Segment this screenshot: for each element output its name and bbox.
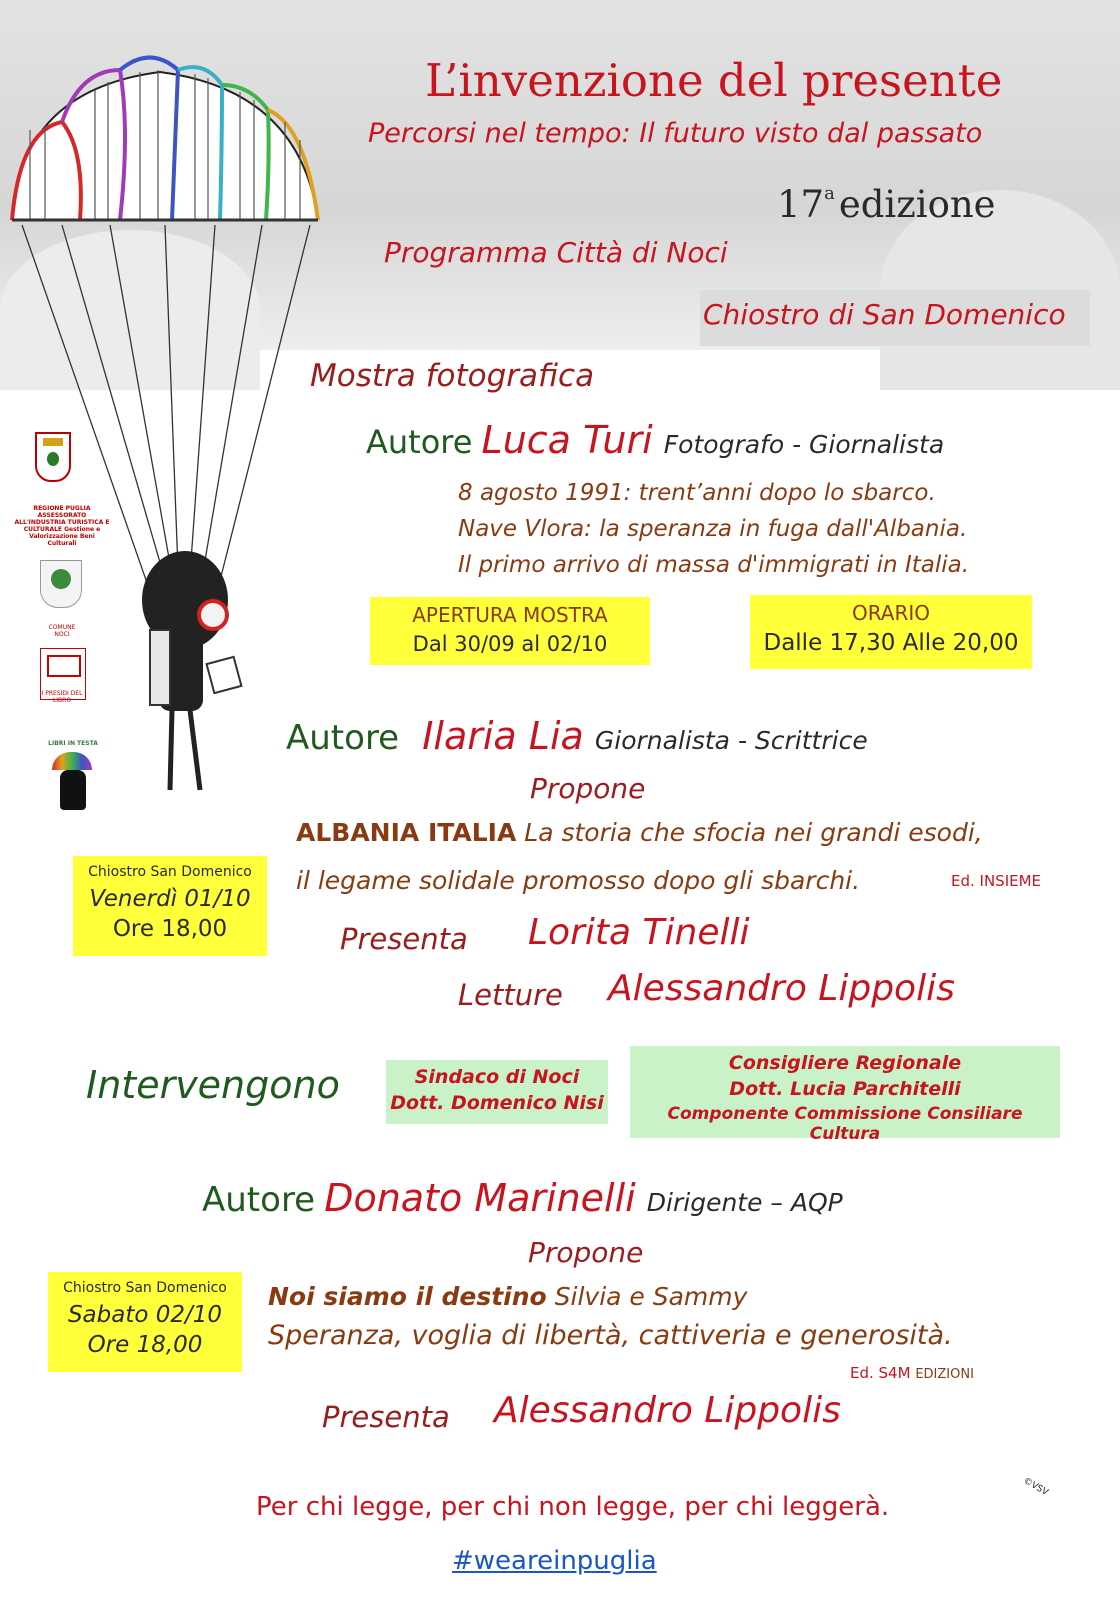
libri-in-testa-text: LIBRI IN TESTA [48,740,98,747]
speaker-box-mayor [386,1060,608,1124]
publisher-word: EDIZIONI [915,1367,974,1382]
event2-date-box [48,1272,242,1372]
comune-noci-text: COMUNE NOCI [48,624,76,638]
speaker-box-councillor [630,1046,1060,1144]
event1-author-line [286,714,868,758]
presidi-del-libro-text: I PRESIDI DEL LIBRO [41,690,83,704]
presenta-name: Alessandro Lippolis [494,1390,841,1431]
signature: ©VSV [1021,1475,1050,1499]
event-location: Chiostro San Domenico [88,864,252,880]
book-description-2: il legame solidale promosso dopo gli sbarchi. [296,866,861,895]
letture-name: Alessandro Lippolis [608,968,955,1009]
page-title: L’invenzione del presente [425,54,1003,107]
venue-title: Chiostro di San Domenico [703,298,1066,331]
author-name: Donato Marinelli [324,1176,636,1220]
book-publisher [850,1364,974,1382]
program-title: Programma Città di Noci [384,236,728,269]
book-icon [47,655,81,677]
hours-value: Dalle 17,30 Alle 20,00 [763,630,1019,656]
author-role: Dirigente – AQP [646,1188,843,1217]
opening-dates: Dal 30/09 al 02/10 [412,632,608,656]
regione-puglia-text: REGIONE PUGLIA ASSESSORATO ALL'INDUSTRIA TURISTICA E CULTURALE Gestione e Valorizzazione Beni Culturali [14,505,110,547]
book-description: La storia che sfocia nei grandi esodi, [524,818,983,847]
hours-box [750,595,1032,669]
exhibit-line: Il primo arrivo di massa d'immigrati in Italia. [458,552,970,578]
footer-slogan: Per chi legge, per chi non legge, per chi leggerà. [256,1492,890,1522]
event-location: Chiostro San Domenico [63,1280,227,1296]
book-title: Noi siamo il destino [268,1282,547,1311]
presenta-name: Lorita Tinelli [528,912,750,953]
event1-propone: Propone [530,772,646,805]
speaker-name: Dott. Lucia Parchitelli [729,1078,961,1100]
author-name: Ilaria Lia [422,714,584,758]
tree-icon [51,569,71,589]
event1-book-line [296,818,983,847]
speakers-label: Intervengono [86,1063,340,1107]
speaker-name: Dott. Domenico Nisi [390,1092,604,1114]
event2-propone: Propone [528,1236,644,1269]
page-subtitle: Percorsi nel tempo: Il futuro visto dal passato [368,118,983,149]
book-authors: Silvia e Sammy [554,1282,748,1311]
speaker-commission: Componente Commissione Consiliare Cultura [667,1104,1023,1144]
author-role: Fotografo - Giornalista [663,430,945,459]
author-name: Luca Turi [481,418,653,462]
event1-date-box [73,856,267,956]
exhibit-author-line [366,418,944,462]
edition-label [777,183,996,226]
edition-number: 17 [777,183,825,226]
exhibit-line: 8 agosto 1991: trent’anni dopo lo sbarco. [458,480,936,506]
speaker-role: Consigliere Regionale [728,1052,962,1074]
edition-superscript: a [824,183,835,204]
author-label: Autore [202,1180,316,1220]
hours-label: ORARIO [851,601,931,625]
author-label: Autore [286,718,400,758]
book-description: Speranza, voglia di libertà, cattiveria e generosità. [268,1320,953,1351]
opening-label: APERTURA MOSTRA [412,603,608,627]
presenta-label: Presenta [340,922,468,956]
publisher-ed: Ed. S4M [850,1364,911,1382]
author-role: Giornalista - Scrittrice [594,726,868,755]
speaker-role: Sindaco di Noci [414,1066,580,1088]
exhibit-heading: Mostra fotografica [310,358,595,394]
head-silhouette-icon [60,770,86,810]
event-time: Ore 18,00 [112,916,228,942]
book-publisher: Ed. INSIEME [951,872,1042,890]
edition-word: edizione [838,183,996,226]
presenta-label: Presenta [322,1400,450,1434]
author-label: Autore [366,423,473,461]
hashtag-link[interactable]: #weareinpuglia [452,1546,657,1576]
event2-author-line [202,1176,843,1220]
event-time: Ore 18,00 [87,1332,203,1358]
exhibit-line: Nave Vlora: la speranza in fuga dall'Albania. [458,516,968,542]
event-date: Venerdì 01/10 [89,886,251,912]
opening-box [370,597,650,665]
book-title: ALBANIA ITALIA [296,818,517,847]
event2-book-line [268,1282,747,1311]
letture-label: Letture [458,978,563,1012]
crest-icon [35,432,71,482]
event-date: Sabato 02/10 [67,1302,223,1328]
regione-puglia-logo [28,432,78,497]
comune-noci-logo [40,560,82,608]
